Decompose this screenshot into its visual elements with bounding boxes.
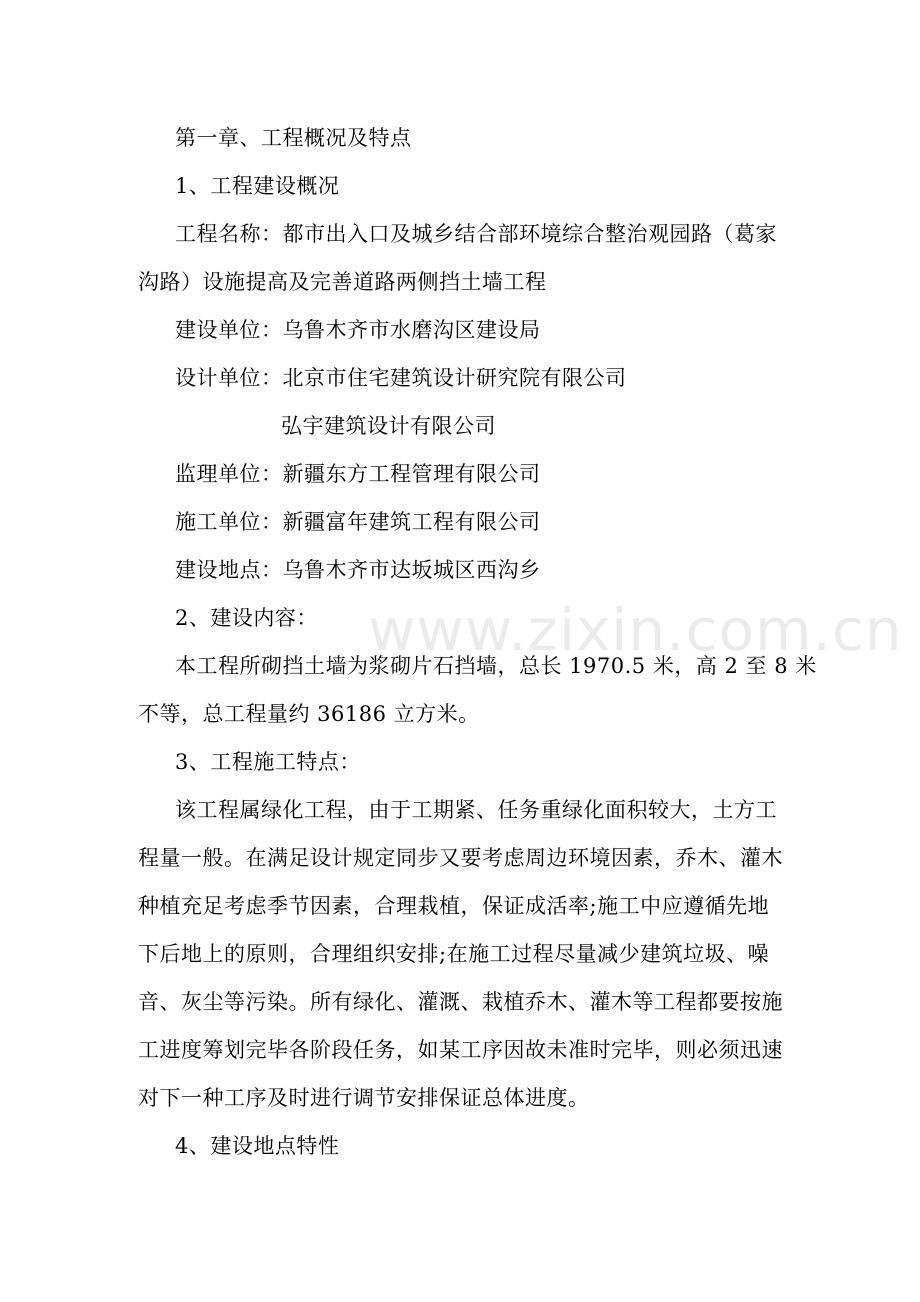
feature-paragraph-line: 音、灰尘等污染。所有绿化、灌溉、栽植乔木、灌木等工程都要按施 <box>138 990 783 1014</box>
section-title: 4、建设地点特性 <box>175 1134 340 1158</box>
builder-unit: 施工单位：新疆富年建筑工程有限公司 <box>175 510 541 534</box>
supervision-unit: 监理单位：新疆东方工程管理有限公司 <box>175 462 541 486</box>
project-name-line: 沟路）设施提高及完善道路两侧挡土墙工程 <box>138 270 547 294</box>
content-paragraph-line: 不等，总工程量约 36186 立方米。 <box>138 702 480 726</box>
design-unit: 设计单位：北京市住宅建筑设计研究院有限公司 <box>175 366 627 390</box>
feature-paragraph-line: 种植充足考虑季节因素，合理栽植，保证成活率;施工中应遵循先地 <box>138 894 770 918</box>
content-paragraph-line: 本工程所砌挡土墙为浆砌片石挡墙，总长 1970.5 米，高 2 至 8 米 <box>175 654 817 678</box>
feature-paragraph-line: 工进度筹划完毕各阶段任务，如某工序因故未准时完毕，则必须迅速 <box>138 1038 783 1062</box>
section-title: 3、工程施工特点： <box>175 750 361 774</box>
feature-paragraph-line: 下后地上的原则，合理组织安排;在施工过程尽量减少建筑垃圾、噪 <box>138 942 770 966</box>
feature-paragraph-line: 该工程属绿化工程，由于工期紧、任务重绿化面积较大，土方工 <box>175 798 777 822</box>
project-name-line: 工程名称：都市出入口及城乡结合部环境综合整治观园路（葛家 <box>175 222 777 246</box>
feature-paragraph-line: 程量一般。在满足设计规定同步又要考虑周边环境因素，乔木、灌木 <box>138 846 783 870</box>
chapter-heading: 第一章、工程概况及特点 <box>175 126 412 150</box>
design-unit-continued: 弘宇建筑设计有限公司 <box>281 414 496 438</box>
section-title: 2、建设内容： <box>175 606 318 630</box>
construction-unit: 建设单位：乌鲁木齐市水磨沟区建设局 <box>175 318 541 342</box>
section-title: 1、工程建设概况 <box>175 174 340 198</box>
feature-paragraph-line: 对下一种工序及时进行调节安排保证总体进度。 <box>138 1086 590 1110</box>
site-location: 建设地点：乌鲁木齐市达坂城区西沟乡 <box>175 558 541 582</box>
watermark: www.zixin.com.cn <box>368 596 903 664</box>
